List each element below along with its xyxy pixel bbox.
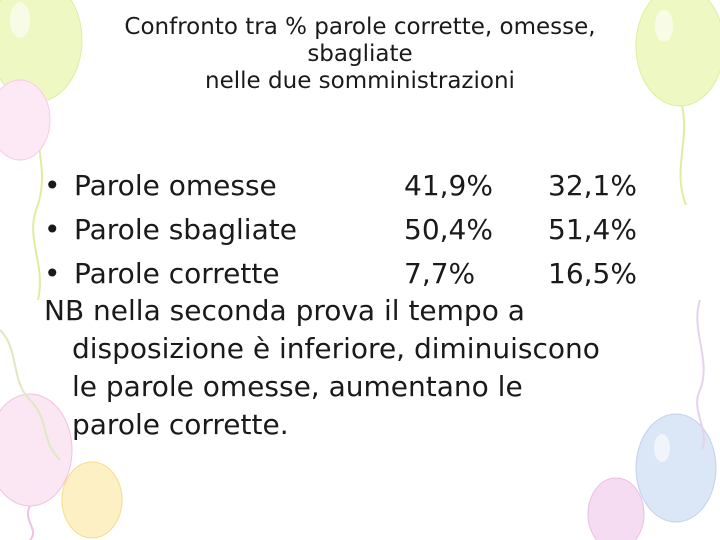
- second-administration-value: 32,1%: [548, 169, 637, 202]
- slide-title: [40, 14, 680, 95]
- row-label: Parole sbagliate: [74, 213, 297, 246]
- second-administration-value: 51,4%: [548, 213, 637, 246]
- second-administration-value: 16,5%: [548, 257, 637, 290]
- note-line: parole corrette.: [72, 408, 289, 441]
- first-administration-value: 7,7%: [404, 257, 476, 290]
- row-label: Parole omesse: [74, 169, 277, 202]
- data-row: [44, 252, 704, 296]
- first-administration-value: 50,4%: [404, 213, 493, 246]
- data-row: [44, 208, 704, 252]
- note-line: le parole omesse, aumentano le: [72, 370, 523, 403]
- balloon-icon: [62, 462, 122, 538]
- title-line: sbagliate: [307, 41, 413, 67]
- data-row: [44, 164, 704, 208]
- note-paragraph: [44, 292, 704, 444]
- note-line: disposizione è inferiore, diminuiscono: [72, 332, 600, 365]
- first-administration-value: 41,9%: [404, 169, 493, 202]
- balloon-icon: [588, 478, 644, 540]
- row-label: Parole corrette: [74, 257, 280, 290]
- bullet-icon: •: [44, 257, 61, 290]
- title-line: Confronto tra % parole corrette, omesse,: [124, 14, 596, 40]
- note-line: NB nella seconda prova il tempo a: [44, 294, 525, 327]
- bullet-icon: •: [44, 213, 61, 246]
- bullet-icon: •: [44, 169, 61, 202]
- slide-body: [44, 164, 704, 444]
- title-line: nelle due somministrazioni: [205, 68, 515, 94]
